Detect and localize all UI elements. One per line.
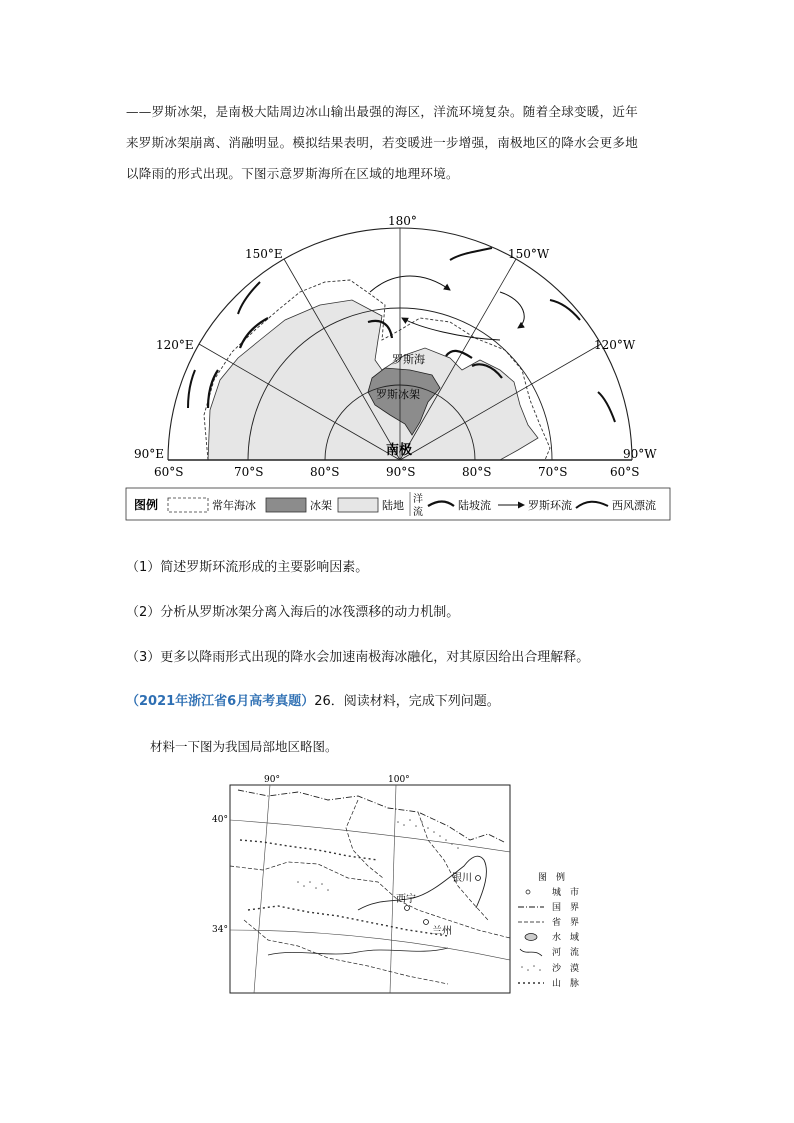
legend-national-label: 国 界 <box>552 903 580 913</box>
ross-gyre-arrow-2 <box>500 292 524 328</box>
material-caption: 材料一下图为我国局部地区略图。 <box>150 739 338 754</box>
map-frame <box>230 785 510 993</box>
label-south-pole: 南极 <box>386 443 413 458</box>
china-region-map <box>208 770 588 1000</box>
city-xining-label: 西宁 <box>396 894 416 905</box>
source-line <box>126 690 500 709</box>
lat-label-80s-left: 80°S <box>310 465 340 479</box>
legend-ice-shelf-label: 冰架 <box>310 499 332 512</box>
city-yinchuan-label: 银川 <box>452 873 472 884</box>
lon-label-120e: 120°E <box>156 338 194 352</box>
label-ross-ice-shelf: 罗斯冰架 <box>376 388 420 401</box>
city-lanzhou-label: 兰州 <box>432 926 452 937</box>
lon-label-90e: 90°E <box>134 447 165 461</box>
legend-land-label: 陆地 <box>382 499 404 512</box>
label-ross-sea: 罗斯海 <box>392 353 425 366</box>
legend-city-symbol <box>526 890 530 894</box>
lat-label-40: 40° <box>212 815 228 825</box>
west-wind-drift-2 <box>550 300 580 320</box>
source-tag: （2021年浙江省6月高考真题） <box>126 694 315 709</box>
legend-ross-gyre-label: 罗斯环流 <box>528 499 572 512</box>
lon-label-90: 90° <box>264 775 280 785</box>
legend-desert-symbol <box>521 965 541 971</box>
lat-label-34: 34° <box>212 925 228 935</box>
legend-west-wind-label: 西风漂流 <box>612 499 656 512</box>
legend-river-symbol <box>520 949 542 956</box>
legend-sea-ice-label: 常年海冰 <box>212 499 256 512</box>
lon-label-150e: 150°E <box>245 247 283 261</box>
lat-label-90s: 90°S <box>386 465 416 479</box>
ross-sea-map <box>120 210 680 528</box>
lat-label-70s-left: 70°S <box>234 465 264 479</box>
city-xining-marker <box>405 906 410 911</box>
legend-sea-ice-swatch <box>168 498 208 512</box>
lat-label-60s-right: 60°S <box>610 465 640 479</box>
legend-title: 图 例 <box>538 873 566 883</box>
intro-line-1: ——罗斯冰架，是南极大陆周边冰山输出最强的海区，洋流环境复杂。随着全球变暖，近年 <box>126 104 639 119</box>
legend-province-label: 省 界 <box>552 918 580 928</box>
legend-river-label: 河 流 <box>552 948 580 958</box>
lon-label-150w: 150°W <box>508 247 550 261</box>
legend-desert-label: 沙 漠 <box>552 964 580 974</box>
slope-current-arrow-2 <box>446 351 472 358</box>
west-wind-drift-1 <box>450 248 492 260</box>
lon-label-180: 180° <box>388 214 417 228</box>
west-wind-drift-3 <box>598 392 615 422</box>
intro-paragraph <box>126 96 671 189</box>
legend-title: 图例 <box>134 498 159 512</box>
lon-label-100: 100° <box>388 775 410 785</box>
intro-line-2: 来罗斯冰架崩离、消融明显。模拟结果表明，若变暖进一步增强，南极地区的降水会更多地 <box>126 135 639 150</box>
legend-mountain-label: 山 脉 <box>552 979 580 989</box>
question-1: （1）简述罗斯环流形成的主要影响因素。 <box>126 560 369 575</box>
ross-gyre-arrow-1 <box>370 276 450 292</box>
legend-water-label: 水 域 <box>552 933 580 943</box>
lon-label-120w: 120°W <box>594 338 636 352</box>
city-lanzhou-marker <box>424 920 429 925</box>
legend-water-symbol <box>525 934 537 941</box>
city-yinchuan-marker <box>476 876 481 881</box>
lon-label-90w: 90°W <box>623 447 657 461</box>
legend-slope-current-label: 陆坡流 <box>458 499 491 512</box>
legend-ice-shelf-swatch <box>266 498 306 512</box>
question-3: （3）更多以降雨形式出现的降水会加速南极海冰融化，对其原因给出合理解释。 <box>126 650 590 665</box>
ross-gyre-arrow-3 <box>402 318 500 340</box>
west-wind-drift-5 <box>188 370 195 408</box>
lat-label-70s-right: 70°S <box>538 465 568 479</box>
source-text: 26．阅读材料，完成下列问题。 <box>314 694 500 709</box>
legend-current-group-1: 洋 <box>413 494 423 505</box>
intro-line-3: 以降雨的形式出现。下图示意罗斯海所在区域的地理环境。 <box>126 166 459 181</box>
legend-land-swatch <box>338 498 378 512</box>
lat-label-60s-left: 60°S <box>154 465 184 479</box>
question-2: （2）分析从罗斯冰架分离入海后的冰筏漂移的动力机制。 <box>126 605 460 620</box>
legend-current-group-2: 流 <box>413 507 423 518</box>
legend-city-label: 城 市 <box>552 888 580 898</box>
west-wind-drift-4 <box>238 282 260 314</box>
lat-label-80s-right: 80°S <box>462 465 492 479</box>
